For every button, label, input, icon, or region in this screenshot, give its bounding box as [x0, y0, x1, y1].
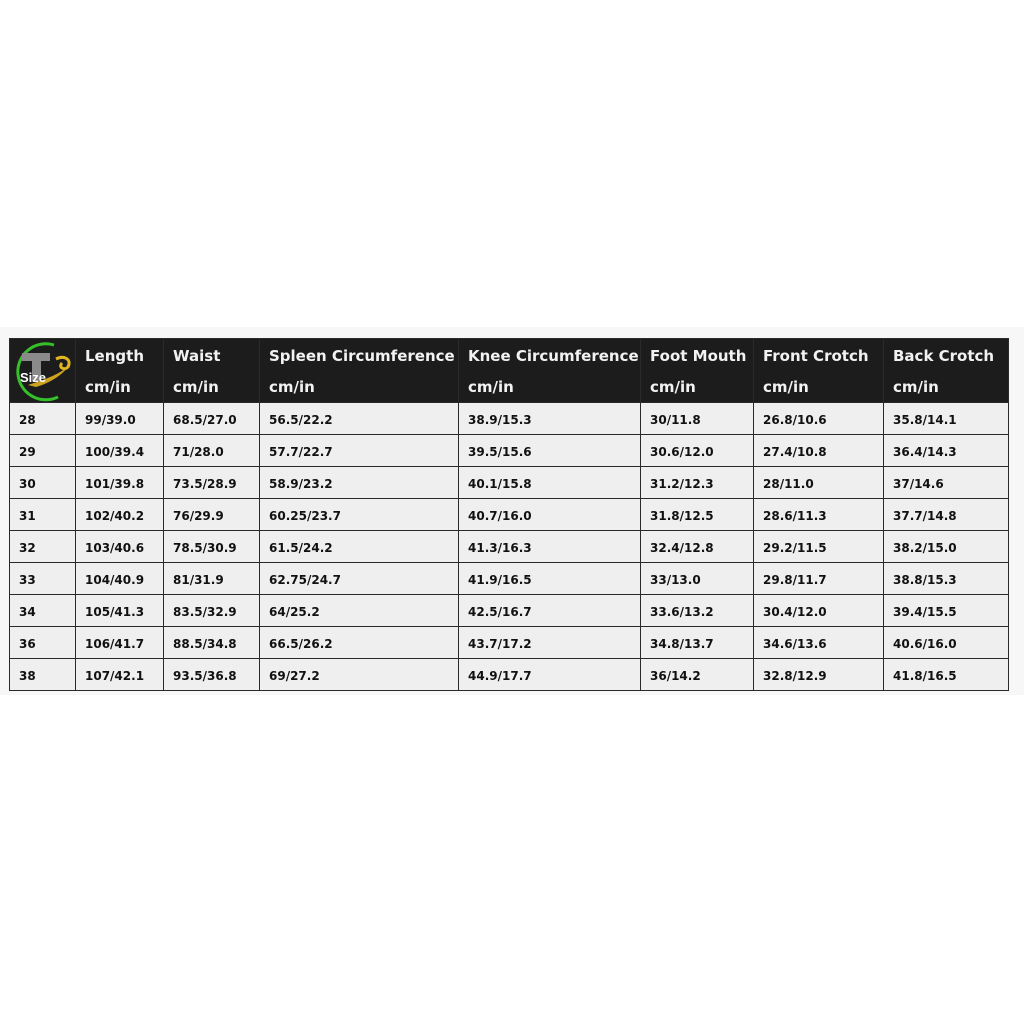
measurement-cell: 30.6/12.0 — [641, 435, 754, 467]
measurement-cell: 105/41.3 — [76, 595, 164, 627]
measurement-cell: 101/39.8 — [76, 467, 164, 499]
measurement-cell: 93.5/36.8 — [164, 659, 260, 691]
measurement-cell: 28/11.0 — [754, 467, 884, 499]
measurement-cell: 40.1/15.8 — [459, 467, 641, 499]
measurement-cell: 81/31.9 — [164, 563, 260, 595]
measurement-cell: 58.9/23.2 — [260, 467, 459, 499]
measurement-cell: 62.75/24.7 — [260, 563, 459, 595]
measurement-cell: 41.3/16.3 — [459, 531, 641, 563]
measurement-cell: 31.2/12.3 — [641, 467, 754, 499]
column-header: Length — [76, 339, 164, 373]
size-rows — [10, 403, 1009, 691]
column-unit: cm/in — [884, 372, 1009, 403]
measurement-cell: 30/11.8 — [641, 403, 754, 435]
measurement-cell: 35.8/14.1 — [884, 403, 1009, 435]
size-cell: 29 — [10, 435, 76, 467]
measurement-cell: 106/41.7 — [76, 627, 164, 659]
measurement-cell: 34.8/13.7 — [641, 627, 754, 659]
measurement-cell: 64/25.2 — [260, 595, 459, 627]
size-chart-table — [9, 338, 1009, 691]
measurement-cell: 60.25/23.7 — [260, 499, 459, 531]
measurement-cell: 41.9/16.5 — [459, 563, 641, 595]
measurement-cell: 38.2/15.0 — [884, 531, 1009, 563]
table-row — [10, 467, 1009, 499]
column-header: Spleen Circumference — [260, 339, 459, 373]
table-row — [10, 595, 1009, 627]
table-row — [10, 531, 1009, 563]
table-row — [10, 563, 1009, 595]
size-cell: 28 — [10, 403, 76, 435]
measurement-cell: 88.5/34.8 — [164, 627, 260, 659]
measurement-cell: 66.5/26.2 — [260, 627, 459, 659]
size-cell: 32 — [10, 531, 76, 563]
measurement-cell: 56.5/22.2 — [260, 403, 459, 435]
measurement-cell: 36/14.2 — [641, 659, 754, 691]
column-unit: cm/in — [754, 372, 884, 403]
measurement-cell: 38.8/15.3 — [884, 563, 1009, 595]
column-header: Knee Circumference — [459, 339, 641, 373]
measurement-cell: 104/40.9 — [76, 563, 164, 595]
column-header: Foot Mouth — [641, 339, 754, 373]
measurement-cell: 32.4/12.8 — [641, 531, 754, 563]
measurement-cell: 26.8/10.6 — [754, 403, 884, 435]
column-unit: cm/in — [76, 372, 164, 403]
measurement-cell: 68.5/27.0 — [164, 403, 260, 435]
size-cell: 30 — [10, 467, 76, 499]
column-unit: cm/in — [260, 372, 459, 403]
measurement-cell: 41.8/16.5 — [884, 659, 1009, 691]
size-cell: 31 — [10, 499, 76, 531]
table-row — [10, 627, 1009, 659]
measurement-cell: 71/28.0 — [164, 435, 260, 467]
measurement-cell: 76/29.9 — [164, 499, 260, 531]
size-cell: 33 — [10, 563, 76, 595]
measurement-cell: 33/13.0 — [641, 563, 754, 595]
measurement-cell: 102/40.2 — [76, 499, 164, 531]
logo-text: Size — [20, 370, 47, 385]
column-header: Waist — [164, 339, 260, 373]
measurement-cell: 40.7/16.0 — [459, 499, 641, 531]
measurement-cell: 28.6/11.3 — [754, 499, 884, 531]
column-unit-row — [10, 372, 1009, 403]
measurement-cell: 37.7/14.8 — [884, 499, 1009, 531]
measurement-cell: 31.8/12.5 — [641, 499, 754, 531]
measurement-cell: 32.8/12.9 — [754, 659, 884, 691]
measurement-cell: 30.4/12.0 — [754, 595, 884, 627]
measurement-cell: 33.6/13.2 — [641, 595, 754, 627]
measurement-cell: 27.4/10.8 — [754, 435, 884, 467]
measurement-cell: 73.5/28.9 — [164, 467, 260, 499]
measurement-cell: 99/39.0 — [76, 403, 164, 435]
size-cell: 38 — [10, 659, 76, 691]
column-header: Back Crotch — [884, 339, 1009, 373]
table-row — [10, 659, 1009, 691]
measurement-cell: 100/39.4 — [76, 435, 164, 467]
measurement-cell: 69/27.2 — [260, 659, 459, 691]
measurement-cell: 29.2/11.5 — [754, 531, 884, 563]
measurement-cell: 83.5/32.9 — [164, 595, 260, 627]
measurement-cell: 39.4/15.5 — [884, 595, 1009, 627]
column-header: Front Crotch — [754, 339, 884, 373]
logo-swirl-curl — [56, 357, 69, 368]
measurement-cell: 38.9/15.3 — [459, 403, 641, 435]
measurement-cell: 40.6/16.0 — [884, 627, 1009, 659]
measurement-cell: 37/14.6 — [884, 467, 1009, 499]
measurement-cell: 36.4/14.3 — [884, 435, 1009, 467]
measurement-cell: 29.8/11.7 — [754, 563, 884, 595]
table-row — [10, 403, 1009, 435]
size-cell: 34 — [10, 595, 76, 627]
measurement-cell: 34.6/13.6 — [754, 627, 884, 659]
table-row — [10, 435, 1009, 467]
measurement-cell: 61.5/24.2 — [260, 531, 459, 563]
measurement-cell: 39.5/15.6 — [459, 435, 641, 467]
size-header-cell — [10, 339, 76, 403]
size-cell: 36 — [10, 627, 76, 659]
measurement-cell: 103/40.6 — [76, 531, 164, 563]
measurement-cell: 42.5/16.7 — [459, 595, 641, 627]
size-logo — [10, 339, 76, 403]
measurement-cell: 107/42.1 — [76, 659, 164, 691]
measurement-cell: 78.5/30.9 — [164, 531, 260, 563]
column-unit: cm/in — [459, 372, 641, 403]
measurement-cell: 43.7/17.2 — [459, 627, 641, 659]
column-unit: cm/in — [641, 372, 754, 403]
column-name-row — [10, 339, 1009, 373]
column-unit: cm/in — [164, 372, 260, 403]
measurement-cell: 57.7/22.7 — [260, 435, 459, 467]
table-row — [10, 499, 1009, 531]
measurement-cell: 44.9/17.7 — [459, 659, 641, 691]
